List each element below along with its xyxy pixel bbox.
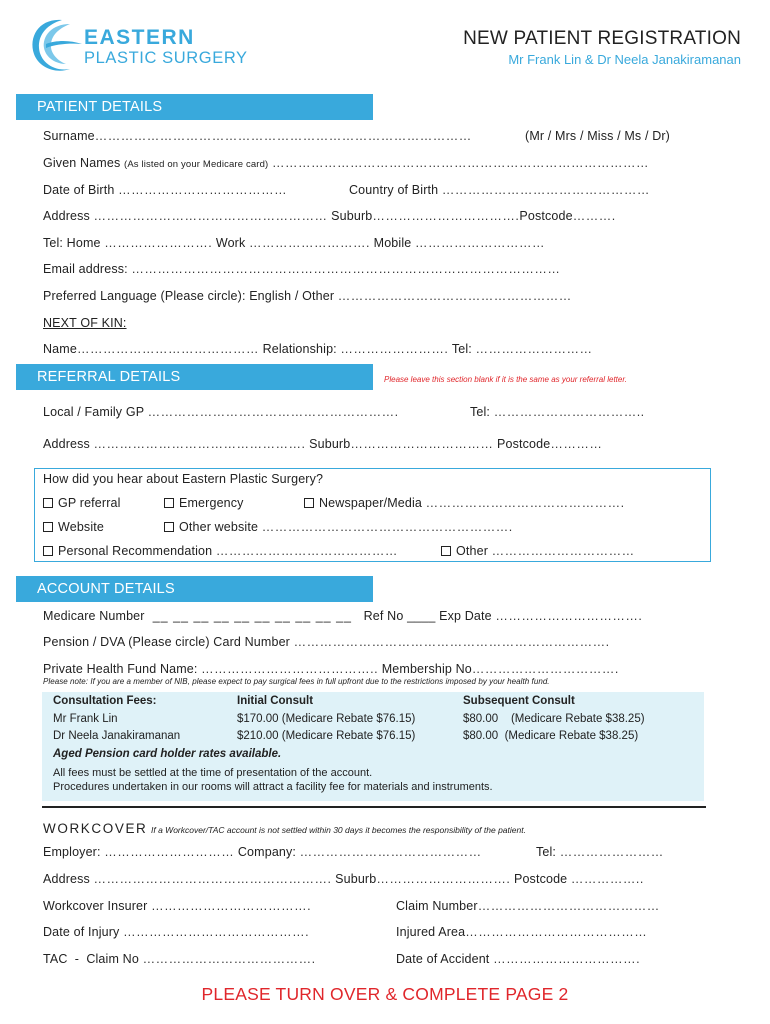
work-label: Work (215, 236, 246, 250)
address-field[interactable]: ……………………………………………… (93, 209, 328, 223)
injured-area-label: Injured Area (396, 925, 466, 939)
exp-date-field[interactable]: ……………………………. (495, 609, 643, 623)
checkbox-icon[interactable] (43, 522, 53, 532)
referral-note: Please leave this section blank if it is the same as your referral letter. (384, 375, 627, 384)
wc-address-row (43, 872, 644, 886)
checkbox-icon[interactable] (164, 498, 174, 508)
kin-row (43, 342, 593, 356)
workcover-heading: WORKCOVER (43, 821, 148, 836)
personal-option[interactable]: Personal Recommendation …………………………………… (43, 544, 398, 558)
logo-swirl-icon (26, 14, 86, 76)
wc-suburb-field[interactable]: …………………………. (376, 872, 511, 886)
gp-postcode-label: Postcode (496, 437, 551, 451)
injury-date-field[interactable]: ……………………………………. (123, 925, 310, 939)
gp-row (43, 405, 399, 419)
checkbox-icon[interactable] (441, 546, 451, 556)
pension-rates-note: Aged Pension card holder rates available. (53, 748, 282, 760)
relationship-field[interactable]: ……………………. (340, 342, 449, 356)
logo-text-plastic-surgery: PLASTIC SURGERY (84, 49, 248, 67)
language-row (43, 289, 572, 303)
injured-area-row (396, 925, 647, 939)
gp-address-label: Address (43, 437, 90, 451)
pension-row (43, 635, 610, 649)
country-label: Country of Birth (349, 183, 439, 197)
workcover-note: If a Workcover/TAC account is not settled within 30 days it becomes the responsibility of the patient. (151, 825, 526, 835)
dob-row (43, 183, 287, 197)
fees-heading: Consultation Fees: (53, 695, 157, 707)
given-names-label: Given Names (43, 156, 121, 170)
account-details-heading: ACCOUNT DETAILS (16, 576, 373, 602)
checkbox-icon[interactable] (43, 546, 53, 556)
checkbox-icon[interactable] (304, 498, 314, 508)
insurer-label: Workcover Insurer (43, 899, 148, 913)
other-website-option[interactable]: Other website …………………………………………………. (164, 520, 513, 534)
dob-field[interactable]: ………………………………… (118, 183, 288, 197)
gp-label: Local / Family GP (43, 405, 144, 419)
injury-date-row (43, 925, 309, 939)
country-field[interactable]: ………………………………………… (441, 183, 650, 197)
newspaper-option[interactable]: Newspaper/Media ………………………………………. (304, 496, 625, 510)
divider (42, 806, 706, 808)
gp-address-row (43, 437, 602, 451)
other-website-field[interactable]: …………………………………………………. (261, 520, 513, 534)
injured-area-field[interactable]: …………………………………… (465, 925, 648, 939)
injury-date-label: Date of Injury (43, 925, 120, 939)
other-option[interactable]: Other …………………………… (441, 544, 635, 558)
insurer-field[interactable]: ………………………………. (151, 899, 312, 913)
website-option[interactable]: Website (43, 520, 104, 534)
kin-name-field[interactable]: …………………………………… (76, 342, 259, 356)
email-row (43, 262, 560, 276)
employer-label: Employer: (43, 845, 101, 859)
initial-consult-heading: Initial Consult (237, 695, 314, 707)
address-label: Address (43, 209, 90, 223)
email-label: Email address: (43, 262, 128, 276)
tac-claim-label: TAC - Claim No (43, 952, 139, 966)
newspaper-field[interactable]: ………………………………………. (425, 496, 625, 510)
personal-field[interactable]: …………………………………… (215, 544, 398, 558)
other-field[interactable]: …………………………… (491, 544, 635, 558)
wc-suburb-label: Suburb (335, 872, 377, 886)
tac-row (43, 952, 316, 966)
given-names-note: (As listed on your Medicare card) (124, 159, 269, 170)
postcode-label: Postcode (519, 209, 573, 223)
nib-note: Please note: If you are a member of NIB, please expect to pay surgical fees in full upfront due to the restrictions imposed by your health fund. (43, 677, 550, 686)
ref-no-label: Ref No (363, 609, 404, 623)
referral-details-heading: REFERRAL DETAILS (16, 364, 373, 390)
exp-date-label: Exp Date (439, 609, 492, 623)
gp-referral-option[interactable]: GP referral (43, 496, 121, 510)
gp-tel-label: Tel: (470, 405, 491, 419)
pension-label[interactable]: Pension / DVA (Please circle) Card Number (43, 635, 290, 649)
fee-row-1-name: Mr Frank Lin (53, 713, 118, 725)
claim-number-row (396, 899, 660, 913)
tac-claim-field[interactable]: …………………………………. (142, 952, 316, 966)
gp-field[interactable]: …………………………………………………. (147, 405, 399, 419)
phone-row (43, 236, 545, 250)
given-names-row (43, 156, 649, 170)
hear-question: How did you hear about Eastern Plastic Surgery? (43, 472, 324, 486)
mobile-label: Mobile (373, 236, 412, 250)
medicare-label: Medicare Number (43, 609, 145, 623)
membership-field[interactable]: ……………………………. (471, 662, 619, 676)
health-fund-row (43, 662, 619, 676)
language-label[interactable]: Preferred Language (Please circle): English / Other (43, 289, 335, 303)
language-field[interactable]: ……………………………………………… (337, 289, 572, 303)
patient-details-heading: PATIENT DETAILS (16, 94, 373, 120)
claim-number-label: Claim Number (396, 899, 478, 913)
given-names-field[interactable]: …………………………………………………………………………… (271, 156, 649, 170)
settle-note: All fees must be settled at the time of presentation of the account. (53, 767, 373, 779)
logo (26, 14, 266, 76)
emergency-option[interactable]: Emergency (164, 496, 244, 510)
wc-address-field[interactable]: ………………………………………………. (93, 872, 332, 886)
suburb-field[interactable]: ……………………………. (372, 209, 520, 223)
mobile-field[interactable]: ………………………… (415, 236, 545, 250)
country-row (349, 183, 650, 197)
wc-tel-row (536, 845, 664, 859)
gp-tel-field[interactable]: …………………………….. (493, 405, 645, 419)
turn-over-notice: PLEASE TURN OVER & COMPLETE PAGE 2 (201, 984, 569, 1004)
hear-row-1 (43, 496, 121, 510)
health-fund-label: Private Health Fund Name: (43, 662, 198, 676)
checkbox-icon[interactable] (43, 498, 53, 508)
surname-row (43, 129, 472, 143)
subsequent-consult-heading: Subsequent Consult (463, 695, 575, 707)
tel-home-label: Tel: Home (43, 236, 101, 250)
gp-suburb-field[interactable]: …………………………… (350, 437, 494, 451)
claim-number-field[interactable]: …………………………………… (477, 899, 660, 913)
wc-tel-label: Tel: (536, 845, 557, 859)
membership-label: Membership No (381, 662, 472, 676)
gp-suburb-label: Suburb (309, 437, 351, 451)
suburb-label: Suburb (331, 209, 373, 223)
kin-name-label: Name (43, 342, 77, 356)
gp-postcode-field[interactable]: ………… (550, 437, 603, 451)
wc-postcode-field[interactable]: …………….. (570, 872, 644, 886)
gp-tel-row (470, 405, 645, 419)
insurer-row (43, 899, 311, 913)
employer-row (43, 845, 482, 859)
company-field[interactable]: …………………………………… (299, 845, 482, 859)
fee-row-2-initial: $210.00 (Medicare Rebate $76.15) (237, 730, 416, 742)
accident-date-field[interactable]: ……………………………. (493, 952, 641, 966)
next-of-kin-heading: NEXT OF KIN: (43, 316, 127, 330)
accident-date-row (396, 952, 640, 966)
title-options[interactable]: (Mr / Mrs / Miss / Ms / Dr) (525, 129, 670, 143)
gp-address-field[interactable]: …………………………………………. (93, 437, 306, 451)
wc-postcode-label: Postcode (513, 872, 568, 886)
surname-field[interactable]: …………………………………………………………………………… (94, 129, 472, 143)
dob-label: Date of Birth (43, 183, 115, 197)
kin-tel-field[interactable]: ……………………… (475, 342, 593, 356)
page-subtitle: Mr Frank Lin & Dr Neela Janakiramanan (508, 52, 741, 67)
email-field[interactable]: ……………………………………………………………………………………… (131, 262, 561, 276)
wc-tel-field[interactable]: …………………… (559, 845, 664, 859)
facility-fee-note: Procedures undertaken in our rooms will attract a facility fee for materials and instruments. (53, 781, 493, 793)
kin-tel-label: Tel: (451, 342, 472, 356)
fee-row-1-initial: $170.00 (Medicare Rebate $76.15) (237, 713, 416, 725)
fee-row-2-name: Dr Neela Janakiramanan (53, 730, 181, 742)
surname-label: Surname (43, 129, 95, 143)
company-label: Company: (237, 845, 297, 859)
page-title: NEW PATIENT REGISTRATION (463, 28, 741, 49)
checkbox-icon[interactable] (164, 522, 174, 532)
tel-home-field[interactable]: ……………………. (104, 236, 213, 250)
accident-date-label: Date of Accident (396, 952, 490, 966)
wc-address-label: Address (43, 872, 90, 886)
medicare-row (43, 609, 642, 623)
fee-row-2-subsequent: $80.00 (Medicare Rebate $38.25) (463, 730, 639, 742)
address-row (43, 209, 616, 223)
card-number-field[interactable]: ………………………………………………………………. (293, 635, 610, 649)
work-field[interactable]: ………………………. (249, 236, 371, 250)
logo-text-eastern: EASTERN (84, 26, 195, 49)
postcode-field[interactable]: ………. (572, 209, 616, 223)
relationship-label: Relationship: (262, 342, 337, 356)
medicare-field[interactable]: __ __ __ __ __ __ __ __ __ __ (148, 609, 352, 623)
employer-field[interactable]: ………………………… (104, 845, 235, 859)
ref-no-field[interactable]: ____ (407, 609, 436, 623)
health-fund-field[interactable]: ………………………………….. (201, 662, 379, 676)
fee-row-1-subsequent: $80.00 (Medicare Rebate $38.25) (463, 713, 645, 725)
